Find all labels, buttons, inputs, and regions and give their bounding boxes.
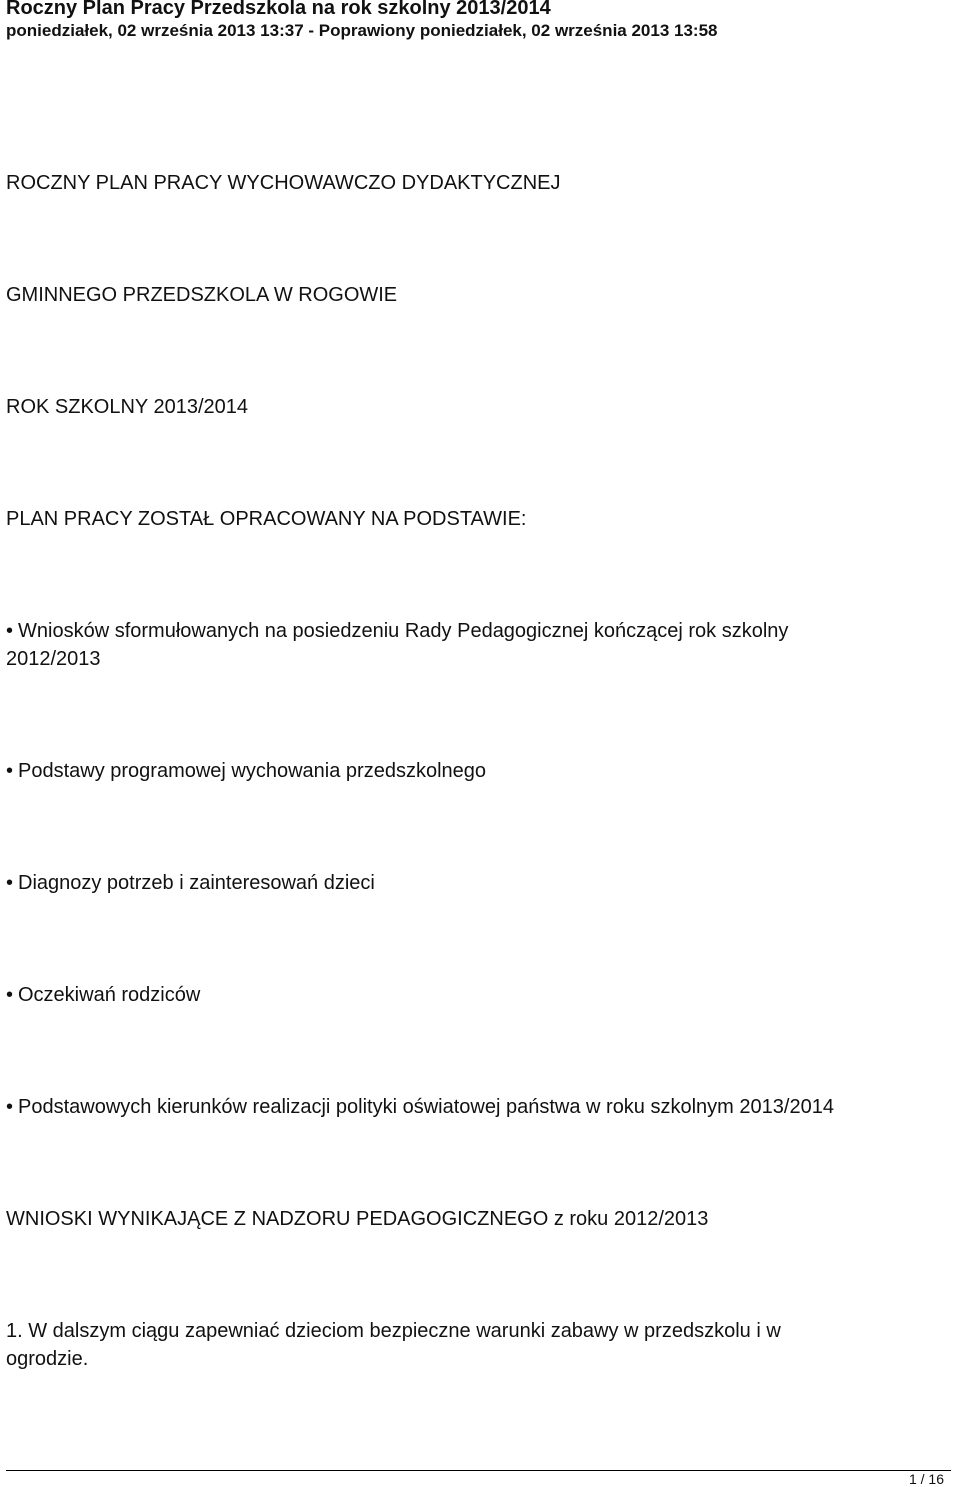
list-item xyxy=(6,981,200,1009)
numbered-item-1: 1. W dalszym ciągu zapewniać dzieciom bezpieczne warunki zabawy w przedszkolu i w xyxy=(6,1320,781,1342)
list-item xyxy=(6,617,788,645)
heading-plan: ROCZNY PLAN PRACY WYCHOWAWCZO DYDAKTYCZNEJ xyxy=(6,172,561,194)
page-header xyxy=(0,0,960,44)
document-title: Roczny Plan Pracy Przedszkola na rok szkolny 2013/2014 xyxy=(6,0,551,19)
bullet-icon: • xyxy=(6,984,14,1006)
document-meta: poniedziałek, 02 września 2013 13:37 - Poprawiony poniedziałek, 02 września 2013 13:58 xyxy=(6,21,718,40)
bullet-icon: • xyxy=(6,760,14,782)
bullet-icon: • xyxy=(6,620,14,642)
page-number: 1 / 16 xyxy=(908,1471,944,1487)
conclusions-heading: WNIOSKI WYNIKAJĄCE Z NADZORU PEDAGOGICZNEGO z roku 2012/2013 xyxy=(6,1208,709,1230)
bullet-icon: • xyxy=(6,872,14,894)
list-item-text: Wniosków sformułowanych na posiedzeniu Rady Pedagogicznej kończącej rok szkolny xyxy=(18,620,789,642)
footer-divider xyxy=(6,1470,951,1471)
heading-school-year: ROK SZKOLNY 2013/2014 xyxy=(6,396,248,418)
numbered-item-1-continuation: ogrodzie. xyxy=(6,1348,89,1370)
list-item-text: Oczekiwań rodziców xyxy=(18,984,201,1006)
list-item xyxy=(6,1093,834,1121)
list-item-text: Podstawowych kierunków realizacji polityki oświatowej państwa w roku szkolnym 2013/2014 xyxy=(18,1096,834,1118)
list-item xyxy=(6,869,375,897)
bullet-icon: • xyxy=(6,1096,14,1118)
list-item-text: Diagnozy potrzeb i zainteresowań dzieci xyxy=(18,872,375,894)
list-item-text: Podstawy programowej wychowania przedszkolnego xyxy=(18,760,487,782)
list-item-continuation: 2012/2013 xyxy=(6,648,101,670)
basis-heading: PLAN PRACY ZOSTAŁ OPRACOWANY NA PODSTAWIE: xyxy=(6,508,527,530)
heading-school: GMINNEGO PRZEDSZKOLA W ROGOWIE xyxy=(6,284,398,306)
list-item xyxy=(6,757,486,785)
